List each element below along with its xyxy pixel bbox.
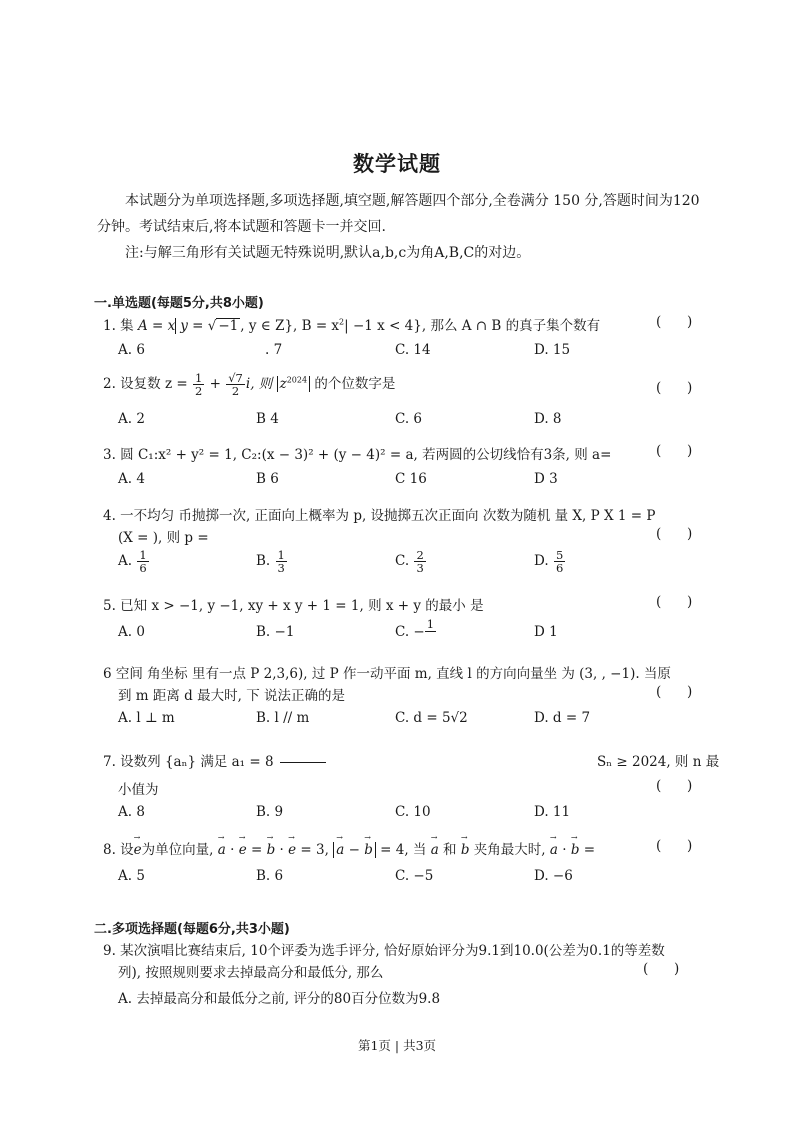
q4-b-num: 1 — [277, 548, 285, 562]
q4-a-frac — [137, 549, 148, 574]
q5-option-b: B. −1 — [256, 624, 295, 640]
q8-dot-2: · — [275, 842, 289, 858]
q4-c-frac — [414, 549, 425, 574]
section-multiple-choice: 二.多项选择题(每题6分,共3小题) — [94, 922, 290, 937]
question-7-line-1 — [103, 750, 326, 770]
q4-option-b — [256, 549, 288, 574]
section-single-choice: 一.单选题(每题5分,共8小题) — [94, 296, 264, 311]
q8-text-3: = 3, — [296, 842, 334, 858]
q2-plus: + — [209, 376, 221, 392]
q4-b-frac — [276, 549, 287, 574]
question-9-line-1: 9. 某次演唱比赛结束后, 10个评委为选手评分, 恰好原始评分为9.1到10.0(公差为0.1的等差数 — [103, 943, 665, 959]
q8-dot-1: · — [225, 842, 239, 858]
q8-minus: − — [344, 842, 365, 858]
q8-vec-a: → a — [218, 842, 226, 858]
q4-d-den: 6 — [555, 561, 564, 575]
q1-option-b: . 7 — [265, 342, 283, 358]
q8-vec-e: → e — [134, 842, 142, 858]
q1-sqrt: −1 — [218, 318, 239, 334]
question-3: 3. 圆 C₁:x² + y² = 1, C₂:(x − 3)² + (y − 4)² = a, 若两圆的公切线恰有3条, 则 a= — [103, 447, 612, 463]
q6-option-d: D. d = 7 — [534, 710, 591, 726]
q3-option-c: C 16 — [395, 471, 427, 487]
answer-bracket-3: ( ) — [656, 443, 693, 459]
q8-option-d: D. −6 — [534, 868, 573, 884]
answer-bracket-9: ( ) — [643, 961, 680, 977]
q4-a-den: 6 — [139, 561, 147, 575]
q8-vec-a-2: → a — [336, 842, 344, 858]
q7-option-a: A. 8 — [118, 804, 145, 820]
question-4-line-2: (X = ), 则 p = — [118, 530, 209, 546]
q8-vec-b-4: → b — [571, 842, 580, 858]
q6-option-c: C. d = 5√2 — [395, 710, 468, 726]
q8-vec-e-3: → e — [288, 842, 296, 858]
question-1: 1. 集 A = x y = √ −1 , y ∈ Z}, $B = x^2| -1$ x < 4}, 那么 A ∩ B 的真子集个数有 — [103, 317, 601, 334]
q4-a-num: 1 — [139, 548, 147, 562]
q2-f1-den: 2 — [194, 384, 203, 398]
q8-option-c: C. −5 — [395, 868, 434, 884]
q3-option-d: D 3 — [534, 471, 558, 487]
q5-option-d: D 1 — [534, 624, 558, 640]
q7-option-d: D. 11 — [534, 804, 571, 820]
q8-abs — [333, 842, 376, 858]
q8-eq: = — [246, 842, 267, 858]
q6-option-a: A. l ⊥ m — [118, 710, 175, 726]
answer-bracket-5: ( ) — [656, 594, 693, 610]
q4-option-d — [534, 549, 566, 574]
question-6-line-1: 6 空间 角坐标 里有一点 P 2,3,6), 过 P 作一动平面 m, 直线 l 的方向向量坐 为 (3, , −1). 当原 — [103, 666, 671, 682]
page-title: 数学试题 — [353, 152, 441, 176]
question-8 — [103, 838, 595, 858]
question-5: 5. 已知 x > −1, y −1, xy + x y + 1 = 1, 则 x + y 的最小 是 — [103, 598, 484, 614]
question-6-line-2: 到 m 距离 d 最大时, 下 说法正确的是 — [118, 688, 345, 704]
q6-option-b: B. l // m — [256, 710, 310, 726]
q1-text-1: 1. 集 — [103, 318, 138, 334]
q8-vec-a-4: → a — [550, 842, 558, 858]
q8-text-5: 和 — [438, 842, 461, 858]
answer-bracket-2: ( ) — [656, 380, 693, 396]
q2-f2-den: 2 — [231, 384, 240, 398]
q1-option-c: C. 14 — [395, 342, 431, 358]
q8-text-7: = — [579, 842, 596, 858]
q8-vec-b-2: → b — [364, 842, 373, 858]
q1-option-a: A. 6 — [118, 342, 145, 358]
intro-note: 注:与解三角形有关试题无特殊说明,默认a,b,c为角A,B,C的对边。 — [125, 245, 531, 261]
q8-vec-b-3: → b — [461, 842, 470, 858]
q1-exp: 2 — [339, 317, 345, 327]
q2-z: z — [279, 376, 287, 392]
q4-d-label: D. — [534, 553, 553, 569]
q2-text-2: i, 则 — [245, 376, 277, 392]
q2-fraction-2 — [226, 372, 245, 397]
q4-b-den: 3 — [277, 561, 285, 575]
q1-text-5: , y ∈ Z}, B = x — [240, 318, 340, 334]
q4-option-a — [118, 549, 150, 574]
intro-paragraph: 本试题分为单项选择题,多项选择题,填空题,解答题四个部分,全卷满分 150 分,答题时间为120分钟。考试结束后,将本试题和答题卡一并交回. — [97, 193, 700, 235]
q8-text-1: 8. 设 — [103, 842, 134, 858]
q2-f2-num: √7 — [228, 371, 243, 385]
q4-a-label: A. — [118, 553, 137, 569]
q4-d-num: 5 — [555, 548, 564, 562]
question-4-line-1: 4. 一不均匀 币抛掷一次, 正面向上概率为 p, 设抛掷五次正面向 次数为随机 量 X, P X 1 = P — [103, 508, 656, 524]
q9-option-a: A. 去掉最高分和最低分之前, 评分的80百分位数为9.8 — [118, 991, 441, 1007]
q8-text-4: = 4, 当 — [375, 842, 431, 858]
q8-vec-b: → b — [267, 842, 276, 858]
q2-text-1: 2. 设复数 z = — [103, 376, 192, 392]
q7-text: 7. 设数列 {aₙ} 满足 a₁ = 8 — [103, 754, 274, 770]
q8-vec-a-3: → a — [431, 842, 439, 858]
question-2 — [103, 372, 395, 397]
q1-text-3: y = — [180, 318, 204, 334]
q8-vec-e-2: → e — [239, 842, 247, 858]
q7-fraction-bar — [280, 762, 326, 763]
answer-bracket-1: ( ) — [656, 314, 693, 330]
q3-option-b: B 6 — [256, 471, 279, 487]
q5-c-label: C. − — [395, 624, 425, 640]
q5-option-c — [395, 617, 436, 640]
q3-option-a: A. 4 — [118, 471, 145, 487]
answer-bracket-6: ( ) — [656, 684, 693, 700]
q4-c-den: 3 — [416, 561, 424, 575]
q8-text-6: 夹角最大时, — [469, 842, 550, 858]
answer-bracket-7: ( ) — [656, 778, 693, 794]
q5-option-a: A. 0 — [118, 624, 145, 640]
q8-text-2: 为单位向量, — [141, 842, 218, 858]
q2-abs — [277, 376, 310, 392]
q4-c-label: C. — [395, 553, 414, 569]
q5-c-num: 1 — [426, 617, 435, 631]
answer-bracket-8: ( ) — [656, 838, 693, 854]
q2-f1-num: 1 — [194, 371, 203, 385]
q8-dot-3: · — [557, 842, 571, 858]
question-7-line-1-right: Sₙ ≥ 2024, 则 n 最 — [597, 754, 720, 770]
question-9-line-2: 列), 按照规则要求去掉最高分和最低分, 那么 — [118, 965, 384, 981]
q2-option-b: B 4 — [256, 411, 279, 427]
q4-d-frac — [554, 549, 565, 574]
q4-c-num: 2 — [416, 548, 424, 562]
answer-bracket-4: ( ) — [656, 526, 693, 542]
q1-option-d: D. 15 — [534, 342, 571, 358]
q8-option-b: B. 6 — [256, 868, 284, 884]
q1-text-6: | −1 x < 4}, 那么 A ∩ B 的真子集个数有 — [344, 318, 601, 334]
q2-fraction-1 — [193, 372, 204, 397]
q4-b-label: B. — [256, 553, 275, 569]
q1-text-2: A = x — [137, 318, 176, 334]
q2-option-c: C. 6 — [395, 411, 423, 427]
q7-option-b: B. 9 — [256, 804, 284, 820]
q2-text-3: 的个位数字是 — [310, 376, 396, 392]
question-7-line-2: 小值为 — [118, 782, 159, 798]
q7-option-c: C. 10 — [395, 804, 431, 820]
q2-option-a: A. 2 — [118, 411, 145, 427]
page-footer: 第1页 | 共3页 — [357, 1038, 437, 1053]
q4-option-c — [395, 549, 427, 574]
q2-option-d: D. 8 — [534, 411, 562, 427]
q8-option-a: A. 5 — [118, 868, 145, 884]
q2-exp: 2024 — [286, 375, 308, 385]
